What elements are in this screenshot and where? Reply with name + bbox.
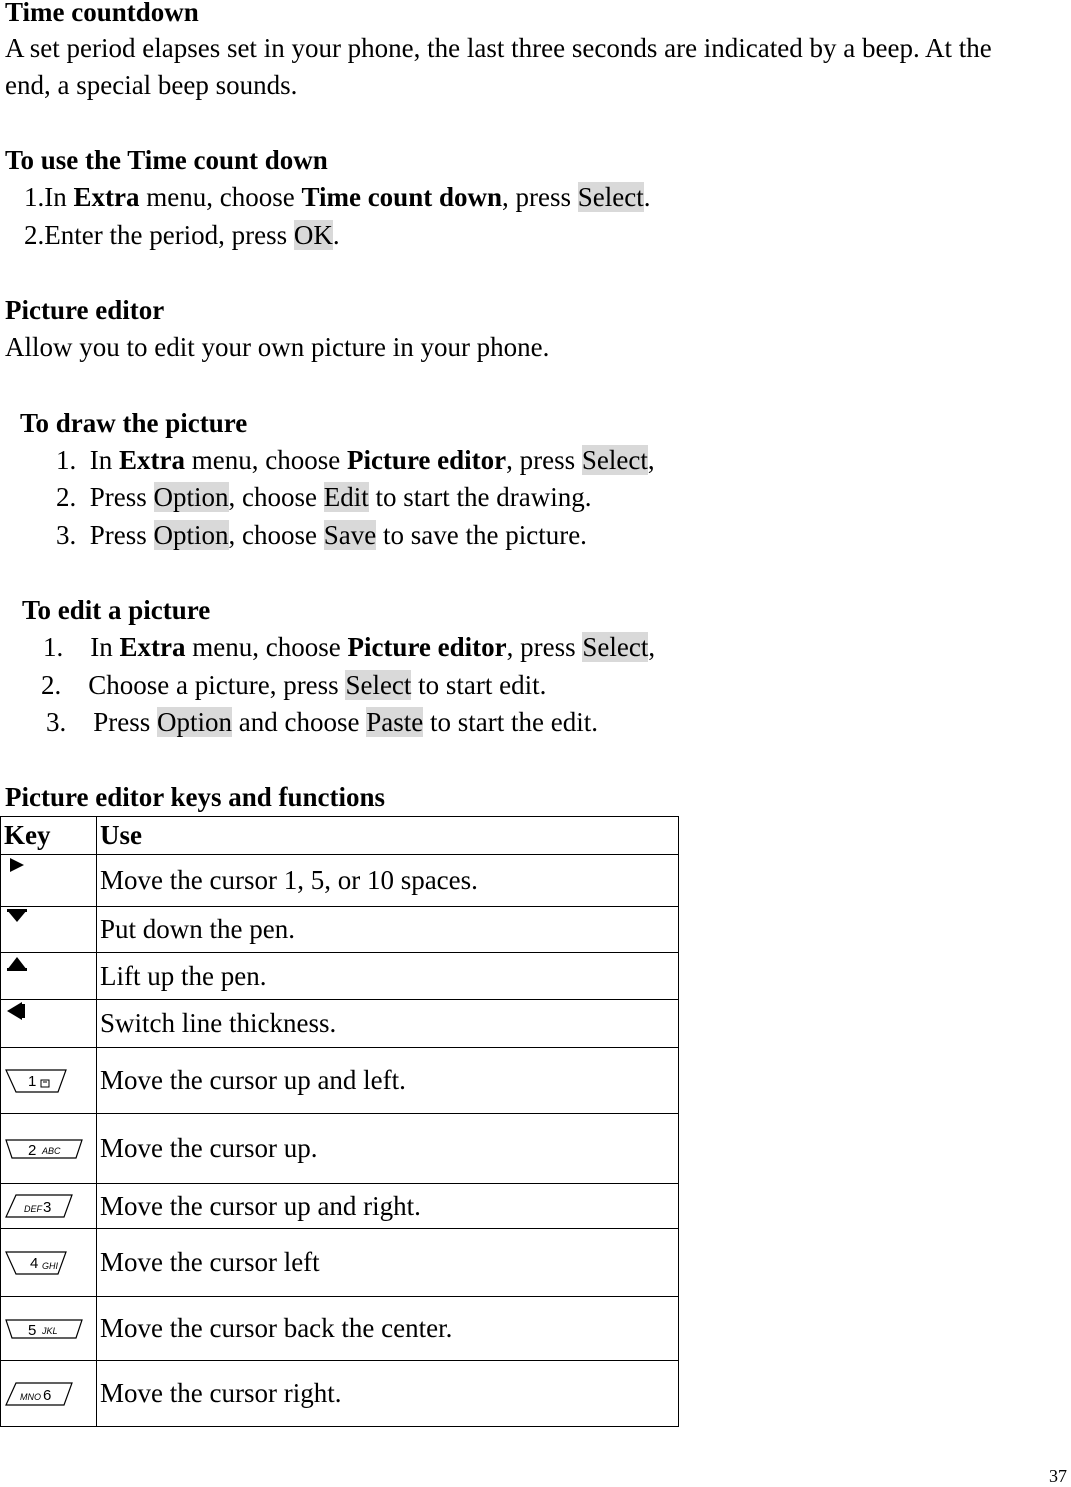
svg-text:DEF: DEF (24, 1204, 42, 1214)
svg-text:1: 1 (28, 1072, 37, 1090)
ok-key-label: OK (293, 220, 333, 250)
intro-text-line2: end, a special beep sounds. (5, 70, 298, 100)
table-row (1, 1297, 679, 1361)
svg-text:2: 2 (28, 1141, 37, 1159)
subheading-use-countdown: To use the Time count down (5, 145, 328, 175)
svg-text:6: 6 (43, 1386, 52, 1404)
draw-step-1: 1. In Extra menu, choose Picture editor, press Select, (56, 445, 655, 475)
arrow-left-icon (4, 999, 96, 1039)
header-use: Use (97, 817, 679, 855)
table-row (1, 1000, 679, 1048)
table-row (1, 907, 679, 953)
svg-text:ABC: ABC (42, 1145, 61, 1156)
svg-text:MNO: MNO (20, 1391, 41, 1402)
use-cell: Put down the pen. (97, 907, 679, 953)
svg-text:GHI: GHI (42, 1260, 59, 1271)
key-5-icon (4, 1316, 86, 1342)
draw-step-3: 3. Press Option, choose Save to save the picture. (56, 520, 587, 550)
key-3-icon (4, 1191, 76, 1221)
draw-step-2: 2. Press Option, choose Edit to start the drawing. (56, 482, 592, 512)
picture-editor-intro: Allow you to edit your own picture in your phone. (5, 332, 550, 362)
arrow-down-icon (4, 905, 96, 945)
table-row (1, 1048, 679, 1114)
key-2-icon (4, 1136, 86, 1162)
table-header-row (1, 817, 679, 855)
page-number: 37 (1049, 1466, 1067, 1486)
svg-text:JKL: JKL (42, 1325, 58, 1336)
arrow-right-icon (4, 854, 96, 898)
svg-text:3: 3 (43, 1199, 52, 1216)
step-2-countdown: 2.Enter the period, press OK. (24, 220, 340, 250)
use-cell: Move the cursor back the center. (97, 1297, 679, 1361)
key-1-icon (4, 1066, 72, 1096)
subheading-draw-picture: To draw the picture (20, 408, 248, 438)
keys-functions-table (0, 816, 679, 1427)
use-cell: Switch line thickness. (97, 1000, 679, 1048)
use-cell: Move the cursor up and left. (97, 1048, 679, 1114)
header-key: Key (1, 817, 97, 855)
table-row (1, 953, 679, 1000)
subheading-edit-picture: To edit a picture (22, 595, 211, 625)
use-cell: Move the cursor 1, 5, or 10 spaces. (97, 855, 679, 907)
use-cell: Lift up the pen. (97, 953, 679, 1000)
table-row (1, 1184, 679, 1229)
heading-time-countdown: Time countdown (5, 0, 199, 27)
svg-text:4: 4 (30, 1254, 39, 1272)
heading-picture-editor: Picture editor (5, 295, 165, 325)
use-cell: Move the cursor up. (97, 1114, 679, 1184)
key-4-icon (4, 1248, 72, 1278)
table-row (1, 855, 679, 907)
use-cell: Move the cursor right. (97, 1361, 679, 1427)
step-1-countdown: 1.In Extra menu, choose Time count down, press Select. (24, 182, 651, 212)
table-row (1, 1229, 679, 1297)
table-row (1, 1114, 679, 1184)
edit-step-1: 1. In Extra menu, choose Picture editor, press Select, (43, 632, 656, 662)
heading-keys-functions: Picture editor keys and functions (5, 782, 386, 812)
table-row (1, 1361, 679, 1427)
use-cell: Move the cursor left (97, 1229, 679, 1297)
edit-step-2: 2. Choose a picture, press Select to start edit. (41, 670, 547, 700)
intro-text-line1: A set period elapses set in your phone, the last three seconds are indicated by a beep. At the (5, 33, 992, 63)
svg-text:5: 5 (28, 1321, 37, 1339)
select-key-label: Select (577, 182, 644, 212)
arrow-up-icon (4, 951, 96, 991)
use-cell: Move the cursor up and right. (97, 1184, 679, 1229)
edit-step-3: 3. Press Option and choose Paste to start the edit. (46, 707, 598, 737)
key-6-icon (4, 1379, 76, 1409)
